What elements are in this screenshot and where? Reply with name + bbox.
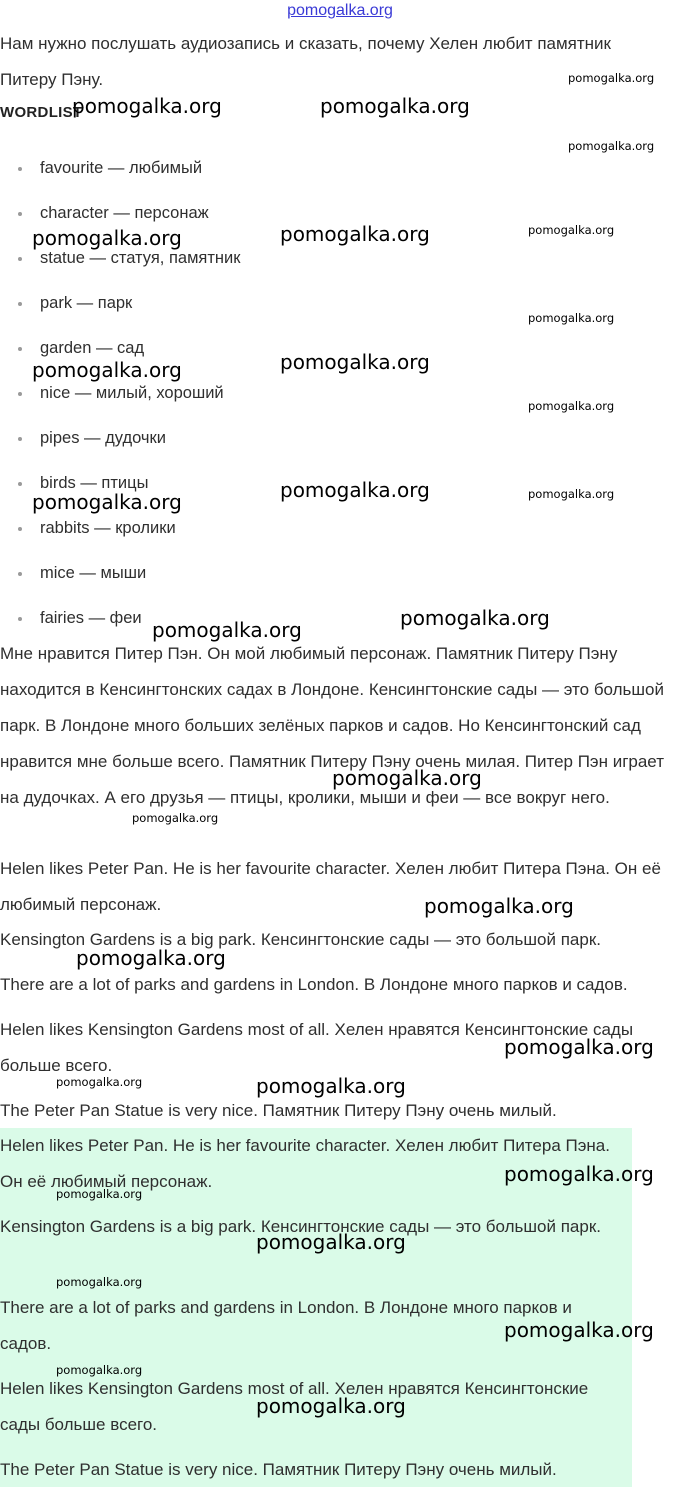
- watermark: pomogalka.org: [528, 311, 615, 325]
- watermark: pomogalka.org: [568, 71, 655, 85]
- watermark: pomogalka.org: [504, 1318, 654, 1342]
- translation-pair: The Peter Pan Statue is very nice. Памятник Питеру Пэну очень милый.: [0, 1101, 557, 1120]
- task-intro: Нам нужно послушать аудиозапись и сказать, почему Хелен любит памятник Питеру Пэну.: [0, 34, 611, 89]
- watermark: pomogalka.org: [528, 223, 615, 237]
- answer-pair: Helen likes Kensington Gardens most of all. Хелен нравятся Кенсингтонские сады больше всего.: [0, 1379, 589, 1434]
- watermark: pomogalka.org: [528, 399, 615, 413]
- watermark: pomogalka.org: [400, 606, 550, 630]
- list-item: rabbits — кролики: [0, 510, 680, 555]
- wordlist-title: WORDLIST: [0, 104, 83, 121]
- watermark: pomogalka.org: [424, 894, 574, 918]
- watermark: pomogalka.org: [56, 1275, 143, 1289]
- watermark: pomogalka.org: [32, 490, 182, 514]
- watermark: pomogalka.org: [32, 226, 182, 250]
- watermark: pomogalka.org: [504, 1035, 654, 1059]
- watermark: pomogalka.org: [504, 1162, 654, 1186]
- watermark: pomogalka.org: [56, 1363, 143, 1377]
- watermark: pomogalka.org: [152, 618, 302, 642]
- story-text: Мне нравится Питер Пэн. Он мой любимый персонаж. Памятник Питеру Пэну находится в Кенсингтонских садах в Лондоне. Кенсингтонские сады — это большой парк. В Лондоне много больших зелёных парков и садов. Но Кенсингтонский сад нравится мне больше всего. Памятник Питеру Пэну очень милая. Питер Пэн играет на дудочках. А его друзья — птицы, кролики, мыши и феи — все вокруг него.: [0, 644, 664, 807]
- list-item: statue — статуя, памятник: [0, 240, 680, 285]
- watermark: pomogalka.org: [132, 811, 219, 825]
- watermark: pomogalka.org: [32, 358, 182, 382]
- list-item: pipes — дудочки: [0, 420, 680, 465]
- watermark: pomogalka.org: [320, 94, 470, 118]
- watermark: pomogalka.org: [568, 139, 655, 153]
- list-item: mice — мыши: [0, 555, 680, 600]
- watermark: pomogalka.org: [256, 1394, 406, 1418]
- list-item: fairies — феи: [0, 600, 680, 645]
- translation-pair: There are a lot of parks and gardens in London. В Лондоне много парков и садов.: [0, 975, 628, 994]
- list-item: nice — милый, хороший: [0, 375, 680, 420]
- translation-pair: Helen likes Kensington Gardens most of all. Хелен нравятся Кенсингтонские сады больше всего.: [0, 1020, 634, 1075]
- list-item: park — парк: [0, 285, 680, 330]
- watermark: pomogalka.org: [256, 1230, 406, 1254]
- watermark: pomogalka.org: [76, 946, 226, 970]
- list-item: birds — птицы: [0, 465, 680, 510]
- answer-pair: The Peter Pan Statue is very nice. Памятник Питеру Пэну очень милый.: [0, 1460, 557, 1479]
- watermark: pomogalka.org: [72, 94, 222, 118]
- watermark: pomogalka.org: [56, 1075, 143, 1089]
- watermark: pomogalka.org: [528, 487, 615, 501]
- watermark: pomogalka.org: [332, 766, 482, 790]
- answer-pair: There are a lot of parks and gardens in London. В Лондоне много парков и садов.: [0, 1298, 572, 1353]
- site-logo[interactable]: pomogalka.org: [287, 2, 393, 19]
- watermark: pomogalka.org: [280, 478, 430, 502]
- watermark: pomogalka.org: [280, 222, 430, 246]
- answer-pair: Helen likes Peter Pan. He is her favourite character. Хелен любит Питера Пэна. Он её любимый персонаж.: [0, 1136, 610, 1191]
- list-item: character — персонаж: [0, 195, 680, 240]
- translation-pair: Kensington Gardens is a big park. Кенсингтонские сады — это большой парк.: [0, 930, 601, 949]
- answer-pair: Kensington Gardens is a big park. Кенсингтонские сады — это большой парк.: [0, 1217, 601, 1236]
- translation-pair: Helen likes Peter Pan. He is her favourite character. Хелен любит Питера Пэна. Он её любимый персонаж.: [0, 859, 661, 914]
- watermark: pomogalka.org: [280, 350, 430, 374]
- list-item: garden — сад: [0, 330, 680, 375]
- watermark: pomogalka.org: [56, 1187, 143, 1201]
- list-item: favourite — любимый: [0, 150, 680, 195]
- watermark: pomogalka.org: [256, 1074, 406, 1098]
